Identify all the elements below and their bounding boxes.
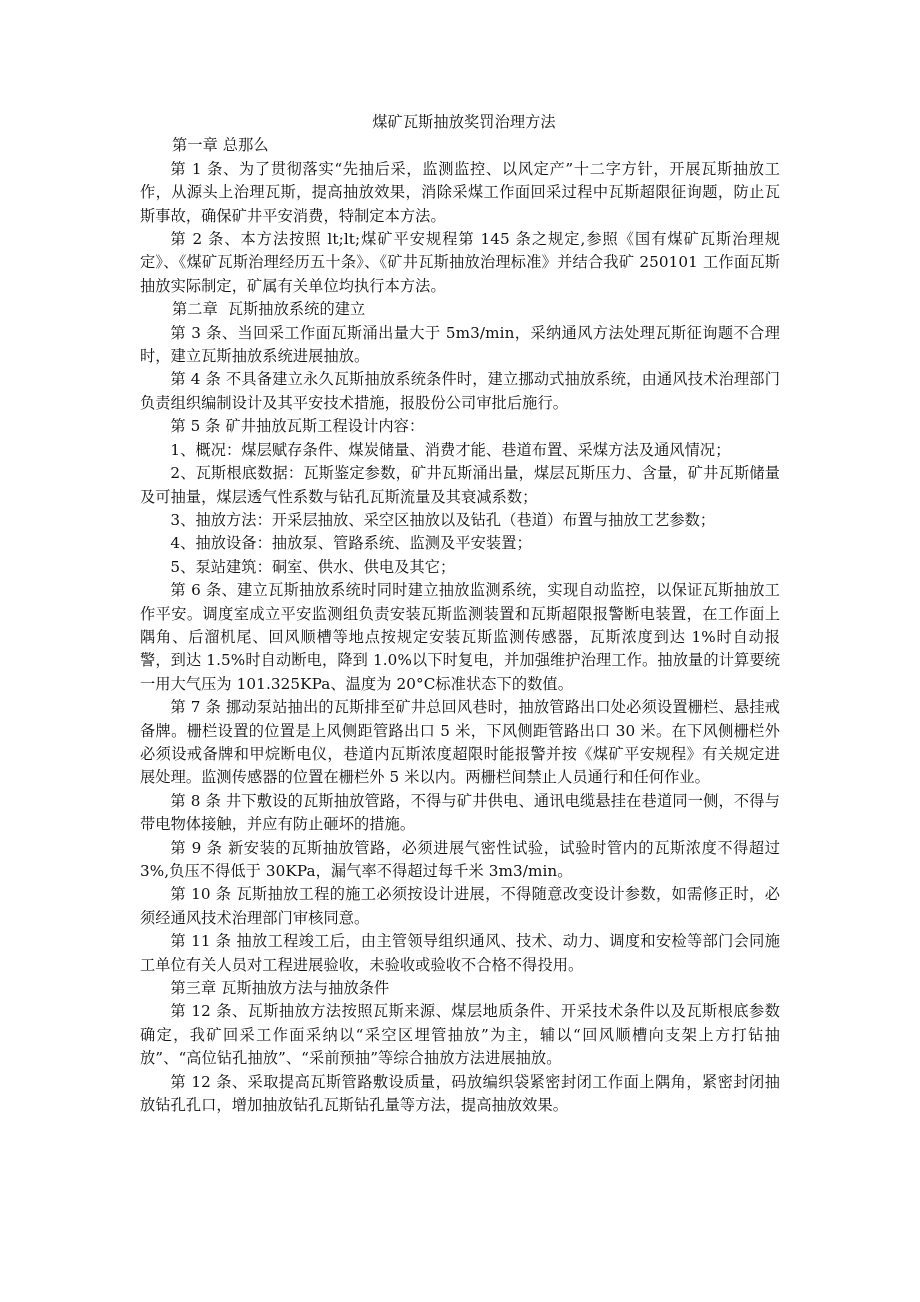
paragraph: 第 11 条 抽放工程竣工后，由主管领导组织通风、技术、动力、调度和安检等部门会同施工单位有关人员对工程进展验收，未验收或验收不合格不得投用。 <box>140 932 780 974</box>
paragraph: 第 4 条 不具备建立永久瓦斯抽放系统条件时，建立挪动式抽放系统，由通风技术治理部门负责组织编制设计及其平安技术措施，报股份公司审批后施行。 <box>140 370 780 412</box>
paragraph: 1、概况：煤层赋存条件、煤炭储量、消费才能、巷道布置、采煤方法及通风情况； <box>170 440 731 459</box>
paragraph: 第 5 条 矿井抽放瓦斯工程设计内容： <box>170 417 425 436</box>
paragraph: 第 12 条、瓦斯抽放方法按照瓦斯来源、煤层地质条件、开采技术条件以及瓦斯根底参数确定，我矿回采工作面采纳以“采空区埋管抽放”为主，辅以“回风顺槽向支架上方打钻抽放”、“高位钻孔抽放”、“采前预抽”等综合抽放方法进展抽放。 <box>140 1002 780 1068</box>
paragraph: 第 8 条 井下敷设的瓦斯抽放管路，不得与矿井供电、通讯电缆悬挂在巷道同一侧，不得与带电物体接触，并应有防止砸坏的措施。 <box>140 791 780 834</box>
paragraph: 第 2 条、本方法按照 lt;lt;煤矿平安规程第 145 条之规定,参照《国有煤矿瓦斯治理规定》、《煤矿瓦斯治理经历五十条》、《矿井瓦斯抽放治理标准》并结合我矿 250101 工作面瓦斯抽放实际制定，矿属有关单位均执行本方法。 <box>140 230 780 295</box>
paragraph: 3、抽放方法：开采层抽放、采空区抽放以及钻孔（巷道）布置与抽放工艺参数； <box>170 510 716 529</box>
paragraph: 5、泵站建筑：硐室、供水、供电及其它； <box>170 557 456 576</box>
paragraph: 第三章 瓦斯抽放方法与抽放条件 <box>170 979 390 998</box>
paragraph: 第 7 条 挪动泵站抽出的瓦斯排至矿井总回风巷时，抽放管路出口处必须设置栅栏、悬挂戒备牌。栅栏设置的位置是上风侧距管路出口 5 米，下风侧距管路出口 30 米。在下风侧栅栏外必须设戒备牌和甲烷断电仪，巷道内瓦斯浓度超限时能报警并按《煤矿平安规程》有关规定进展处理。监测传感器的位置在栅栏外 5 米以内。两栅栏间禁止人员通行和任何作业。 <box>140 698 780 787</box>
paragraph: 第 3 条、当回采工作面瓦斯涌出量大于 5m3/min，采纳通风方法处理瓦斯征询题不合理时，建立瓦斯抽放系统进展抽放。 <box>140 323 780 366</box>
paragraph: 第 10 条 瓦斯抽放工程的施工必须按设计进展，不得随意改变设计参数，如需修正时，必须经通风技术治理部门审核同意。 <box>140 885 780 927</box>
paragraph: 第 6 条、建立瓦斯抽放系统时同时建立抽放监测系统，实现自动监控，以保证瓦斯抽放工作平安。调度室成立平安监测组负责安装瓦斯监测装置和瓦斯超限报警断电装置，在工作面上隅角、后溜机尾、回风顺槽等地点按规定安装瓦斯监测传感器，瓦斯浓度到达 1%时自动报警，到达 1.5%时自动断电，降到 1.0%以下时复电，并加强维护治理工作。抽放量的计算要统一用大气压为 101.325KPa、温度为 20°C标准状态下的数值。 <box>140 581 780 693</box>
paragraph: 2、瓦斯根底数据：瓦斯鉴定参数，矿井瓦斯涌出量，煤层瓦斯压力、含量，矿井瓦斯储量及可抽量，煤层透气性系数与钻孔瓦斯流量及其衰减系数； <box>140 464 780 506</box>
document-body <box>140 111 780 1117</box>
document-title: 煤矿瓦斯抽放奖罚治理方法 <box>372 113 556 131</box>
paragraph: 4、抽放设备：抽放泵、管路系统、监测及平安装置； <box>170 534 532 553</box>
chapter-heading: 第一章 总那么 <box>172 136 269 155</box>
chapter-heading: 第二章 瓦斯抽放系统的建立 <box>172 300 366 319</box>
paragraph: 第 12 条、采取提高瓦斯管路敷设质量，码放编织袋紧密封闭工作面上隅角，紧密封闭抽放钻孔孔口，增加抽放钻孔瓦斯钻孔量等方法，提高抽放效果。 <box>140 1072 780 1115</box>
paragraph: 第 1 条、为了贯彻落实“先抽后采，监测监控、以风定产”十二字方针，开展瓦斯抽放工作，从源头上治理瓦斯，提高抽放效果，消除采煤工作面回采过程中瓦斯超限征询题，防止瓦斯事故，确保矿井平安消费，特制定本方法。 <box>140 159 780 225</box>
document-content <box>140 134 780 1117</box>
paragraph: 第 9 条 新安装的瓦斯抽放管路，必须进展气密性试验，试验时管内的瓦斯浓度不得超过 3%,负压不得低于 30KPa，漏气率不得超过每千米 3m3/min。 <box>140 838 780 880</box>
